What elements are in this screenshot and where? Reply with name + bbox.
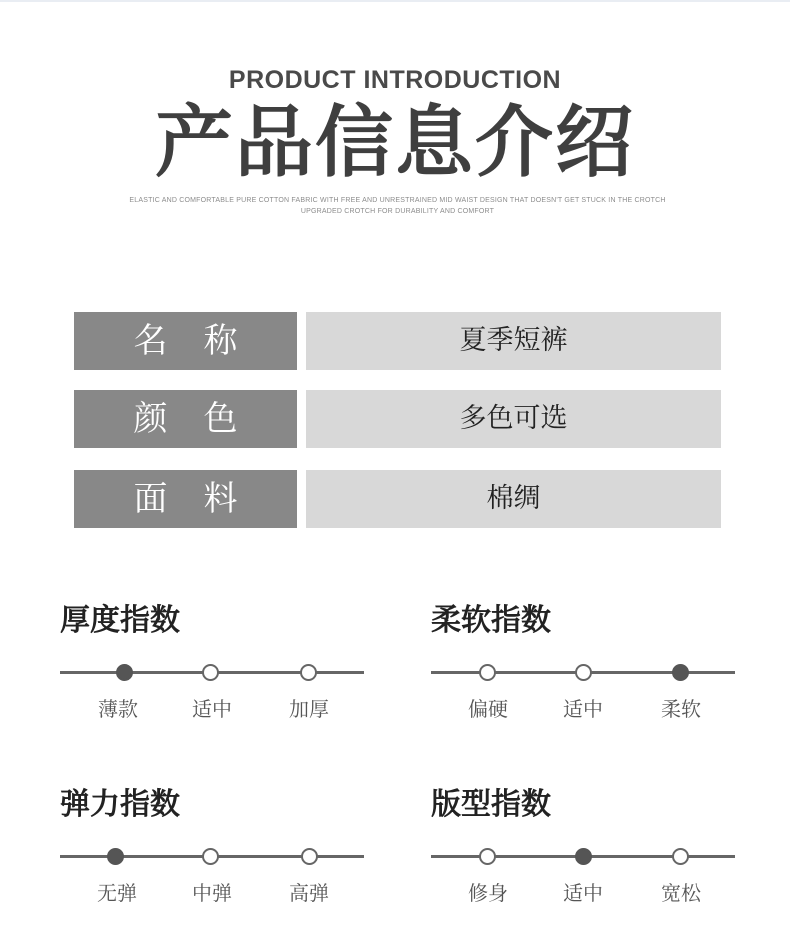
gauge-option-label: 适中: [563, 881, 603, 905]
gauge-title: 厚度指数: [60, 603, 180, 638]
gauge-dot: [479, 664, 496, 681]
gauge-option-label: 薄款: [98, 697, 138, 721]
gauge-title: 弹力指数: [60, 787, 180, 822]
gauge-dot: [301, 848, 318, 865]
description-text: ELASTIC AND COMFORTABLE PURE COTTON FABRIC WITH FREE AND UNRESTRAINED MID WAIST DESIGN THAT DOESN'T GET STUCK IN THE CROTCH UPGRADED CROTCH FOR DURABILITY AND COMFORT: [129, 197, 666, 215]
gauge-option-label: 适中: [192, 697, 232, 721]
gauge-dot: [672, 664, 689, 681]
gauge-option-label: 适中: [563, 697, 603, 721]
gauge-option-label: 无弹: [97, 881, 137, 905]
gauge-title: 柔软指数: [431, 603, 551, 638]
fit-gauge: [431, 785, 741, 925]
info-label: 颜色: [74, 390, 297, 448]
info-label: 面料: [74, 470, 297, 528]
gauge-option-label: 修身: [468, 881, 508, 905]
gauge-option-label: 宽松: [661, 881, 701, 905]
top-divider: [0, 0, 790, 2]
info-row-color: [74, 390, 721, 448]
gauge-option-label: 高弹: [289, 881, 329, 905]
gauge-option-label: 加厚: [289, 697, 329, 721]
gauge-dot: [116, 664, 133, 681]
chinese-title: 产品信息介绍: [154, 98, 635, 188]
gauge-dot: [575, 848, 592, 865]
gauge-dot: [107, 848, 124, 865]
info-value: 多色可选: [306, 390, 721, 448]
gauge-dot: [575, 664, 592, 681]
gauge-dot: [202, 664, 219, 681]
info-label: 名称: [74, 312, 297, 370]
info-value: 棉绸: [306, 470, 721, 528]
gauge-option-label: 偏硬: [468, 697, 508, 721]
gauge-dot: [202, 848, 219, 865]
gauge-title: 版型指数: [431, 787, 551, 822]
gauge-dot: [672, 848, 689, 865]
gauge-option-label: 中弹: [192, 881, 232, 905]
gauge-dot: [479, 848, 496, 865]
english-title: PRODUCT INTRODUCTION: [228, 66, 562, 94]
thickness-gauge: [60, 601, 370, 741]
elasticity-gauge: [60, 785, 370, 925]
softness-gauge: [431, 601, 741, 741]
info-row-fabric: [74, 470, 721, 528]
info-row-name: [74, 312, 721, 370]
info-value: 夏季短裤: [306, 312, 721, 370]
gauge-dot: [300, 664, 317, 681]
gauge-option-label: 柔软: [661, 697, 701, 721]
